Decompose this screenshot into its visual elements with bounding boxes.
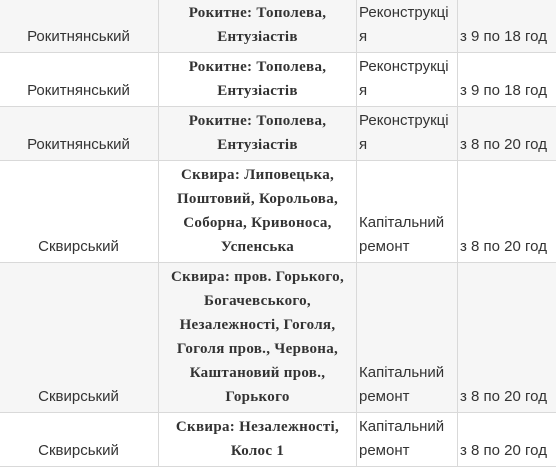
- district-cell: Сквирський: [0, 263, 159, 413]
- street-line: Рокитне: Тополева,: [161, 1, 354, 25]
- period-cell: з 8 по 20 год: [458, 161, 556, 263]
- work-type-cell: Реконструкція: [357, 107, 458, 161]
- street-line: Соборна, Кривоноса,: [161, 211, 354, 235]
- streets-cell: [159, 161, 357, 263]
- street-line: Богачевського,: [161, 289, 354, 313]
- period-cell: з 8 по 20 год: [458, 413, 556, 467]
- table-row: [0, 107, 556, 161]
- work-type-cell: Капітальний ремонт: [357, 161, 458, 263]
- work-type-cell: Капітальний ремонт: [357, 263, 458, 413]
- table-row: [0, 53, 556, 107]
- streets-cell: [159, 413, 357, 467]
- street-line: Ентузіастів: [161, 79, 354, 103]
- streets-cell: [159, 263, 357, 413]
- district-cell: Рокитнянський: [0, 107, 159, 161]
- street-line: Рокитне: Тополева,: [161, 109, 354, 133]
- period-cell: з 9 по 18 год: [458, 53, 556, 107]
- period-cell: з 9 по 18 год: [458, 0, 556, 53]
- street-line: Рокитне: Тополева,: [161, 55, 354, 79]
- table-row: [0, 0, 556, 53]
- table-row: [0, 161, 556, 263]
- period-cell: з 8 по 20 год: [458, 263, 556, 413]
- table-row: [0, 413, 556, 467]
- street-line: Ентузіастів: [161, 25, 354, 49]
- streets-cell: [159, 53, 357, 107]
- street-line: Поштовий, Корольова,: [161, 187, 354, 211]
- street-line: Каштановий пров.,: [161, 361, 354, 385]
- work-type-cell: Реконструкція: [357, 53, 458, 107]
- street-line: Успенська: [161, 235, 354, 259]
- district-cell: Рокитнянський: [0, 0, 159, 53]
- street-line: Сквира: пров. Горького,: [161, 265, 354, 289]
- street-line: Незалежності, Гоголя,: [161, 313, 354, 337]
- district-cell: Сквирський: [0, 413, 159, 467]
- district-cell: Рокитнянський: [0, 53, 159, 107]
- work-type-cell: Капітальний ремонт: [357, 413, 458, 467]
- district-cell: Сквирський: [0, 161, 159, 263]
- streets-cell: [159, 0, 357, 53]
- street-line: Гоголя пров., Червона,: [161, 337, 354, 361]
- streets-cell: [159, 107, 357, 161]
- street-line: Колос 1: [161, 439, 354, 463]
- work-type-cell: Реконструкція: [357, 0, 458, 53]
- street-line: Горького: [161, 385, 354, 409]
- table-row: [0, 263, 556, 413]
- street-line: Сквира: Липовецька,: [161, 163, 354, 187]
- street-line: Ентузіастів: [161, 133, 354, 157]
- street-line: Сквира: Незалежності,: [161, 415, 354, 439]
- period-cell: з 8 по 20 год: [458, 107, 556, 161]
